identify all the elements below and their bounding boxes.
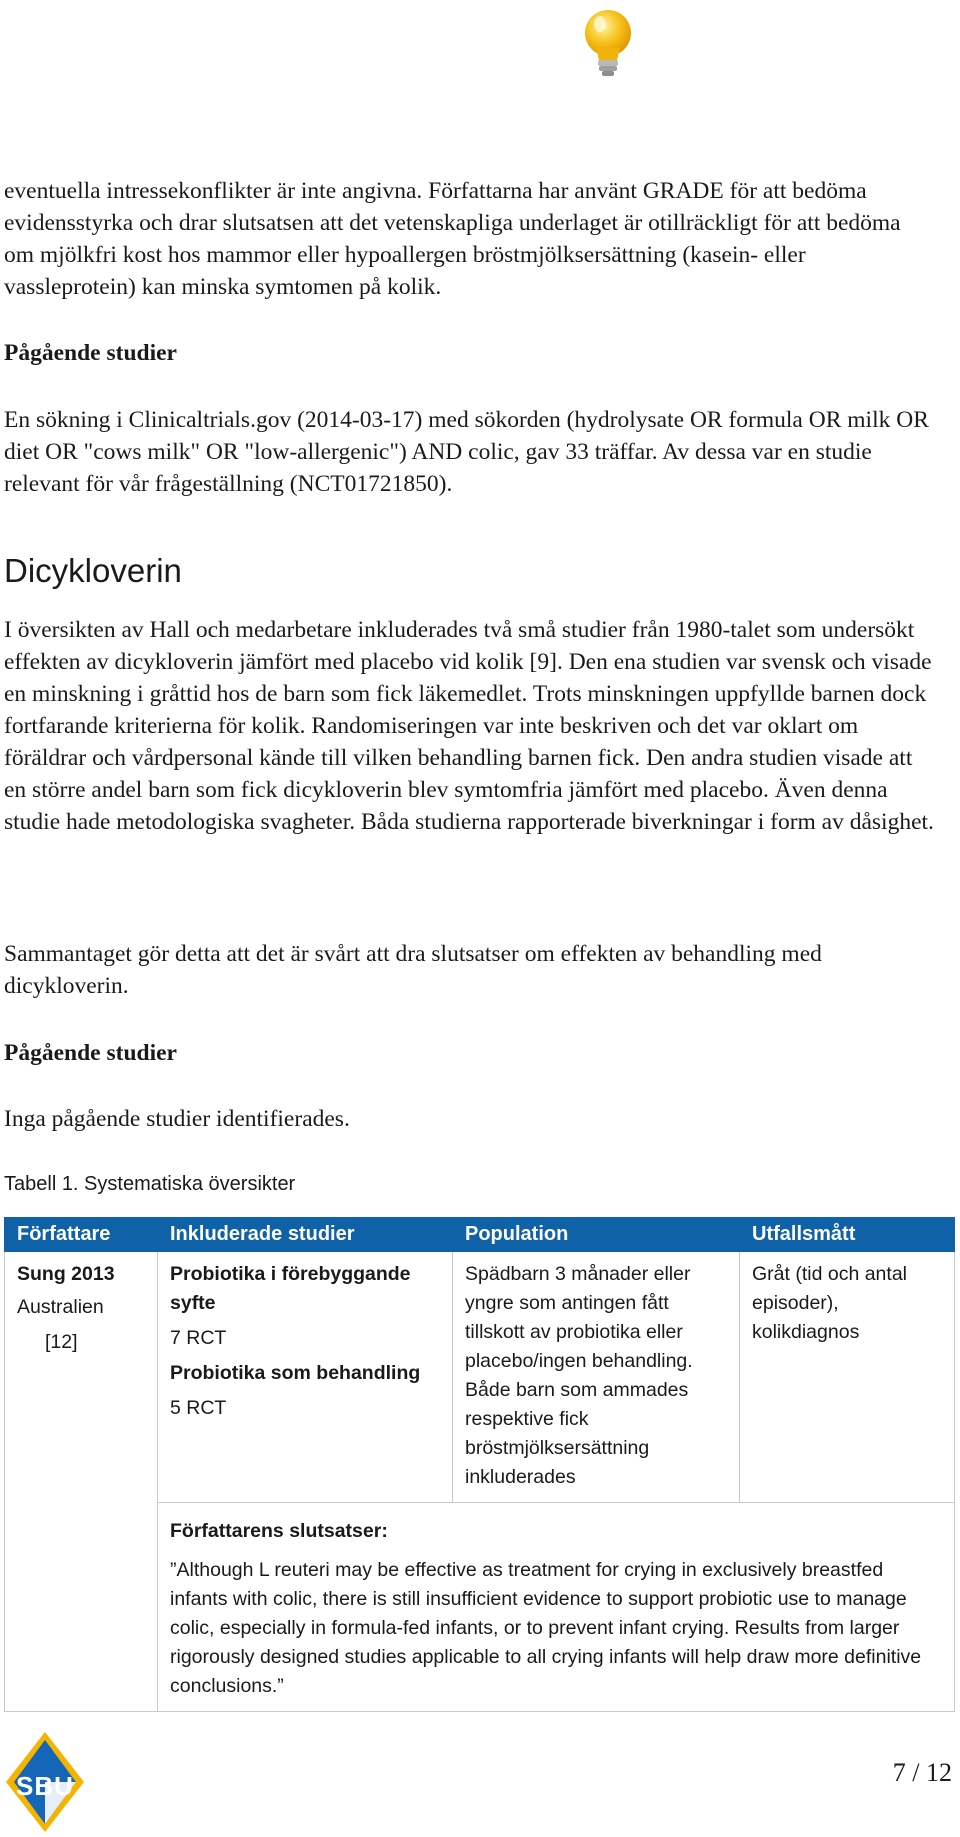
heading-ongoing-studies-2: Pågående studier: [4, 1040, 177, 1066]
cell-outcome: Gråt (tid och antal episoder), kolikdiagnos: [740, 1252, 955, 1503]
paragraph-summary: Sammantaget gör detta att det är svårt att dra slutsatser om effekten av behandling med dicykloverin.: [4, 941, 822, 999]
studies-count-prevention: 7 RCT: [170, 1327, 227, 1349]
lightbulb-icon: [578, 8, 638, 80]
table-header-row: [5, 1218, 955, 1252]
heading-ongoing-studies-1: Pågående studier: [4, 340, 177, 366]
systematic-reviews-table: [4, 1217, 955, 1712]
paragraph-dicykloverin: I översikten av Hall och medarbetare inkluderades två små studier från 1980-talet som undersökt effekten av dicykloverin jämfört med placebo vid kolik [9]. Den ena studien var svensk och visade en minskning i gråttid hos de barn som fick läkemedlet. Trots minskningen uppfyllde barnen dock fortfarande kriterierna för kolik. Randomiseringen var inte beskriven och det var oklart om föräldrar och vårdpersonal kände till vilken behandling barnen fick. Den andra studien visade att en större andel barn som fick dicykloverin blev symtomfria jämfört med placebo. Även denna studie hade metodologiska svagheter. Båda studierna rapporterade biverkningar i form av dåsighet.: [4, 617, 934, 835]
page-number: 7 / 12: [892, 1758, 952, 1787]
table-row: [5, 1252, 955, 1503]
conclusion-text: ”Although L reuteri may be effective as treatment for crying in exclusively breastfed infants with colic, there is still insufficient evidence to support probiotic use to manage colic, especially in formula-fed infants, or to prevent infant crying. Results from larger rigorously designed studies applicable to all crying infants will help draw more definitive conclusions.”: [170, 1559, 922, 1697]
paragraph-intro: eventuella intressekonflikter är inte angivna. Författarna har använt GRADE för att bedöma evidensstyrka och drar slutsatsen att det vetenskapliga underlaget är otillräckligt för att bedöma om mjölkfri kost hos mammor eller hypoallergen bröstmjölksersättning (kasein- eller vassleprotein) kan minska symtomen på kolik.: [4, 178, 901, 300]
sbu-logo-text: [4, 1730, 86, 1834]
header-studies: Inkluderade studier: [158, 1218, 453, 1252]
conclusion-title: Författarens slutsatser:: [170, 1520, 388, 1542]
studies-heading-treatment: Probiotika som behandling: [170, 1362, 421, 1384]
header-outcome: Utfallsmått: [740, 1218, 955, 1252]
page-header: [578, 8, 958, 78]
header-title: Svar från SBU:s Upplysningstjänst: [648, 20, 939, 41]
paragraph-no-studies: Inga pågående studier identifierades.: [4, 1106, 350, 1132]
logo-text: SBU: [16, 1770, 74, 1801]
author-country: Australien: [17, 1296, 104, 1318]
section-title: Dicykloverin: [4, 552, 182, 589]
header-date: den 28 april 2014: [648, 49, 795, 70]
table-caption: Tabell 1. Systematiska översikter: [4, 1173, 296, 1195]
cell-studies: [158, 1252, 453, 1503]
cell-conclusion: [158, 1503, 955, 1712]
paragraph-search: En sökning i Clinicaltrials.gov (2014-03-17) med sökorden (hydrolysate OR formula OR milk OR diet OR "cows milk" OR "low-allergenic") AND colic, gav 33 träffar. Av dessa var en studie relevant för vår frågeställning (NCT01721850).: [4, 407, 929, 497]
cell-author: [5, 1252, 158, 1712]
header-author: Författare: [5, 1218, 158, 1252]
studies-heading-prevention: Probiotika i förebyggande syfte: [170, 1263, 411, 1314]
author-reference: [12]: [45, 1331, 78, 1353]
author-name: Sung 2013: [17, 1263, 115, 1285]
header-population: Population: [453, 1218, 740, 1252]
studies-count-treatment: 5 RCT: [170, 1397, 227, 1419]
cell-population: Spädbarn 3 månader eller yngre som antingen fått tillskott av probiotika eller placebo/ingen behandling. Både barn som ammades respektive fick bröstmjölksersättning inkluderades: [453, 1252, 740, 1503]
header-text: [648, 16, 938, 74]
